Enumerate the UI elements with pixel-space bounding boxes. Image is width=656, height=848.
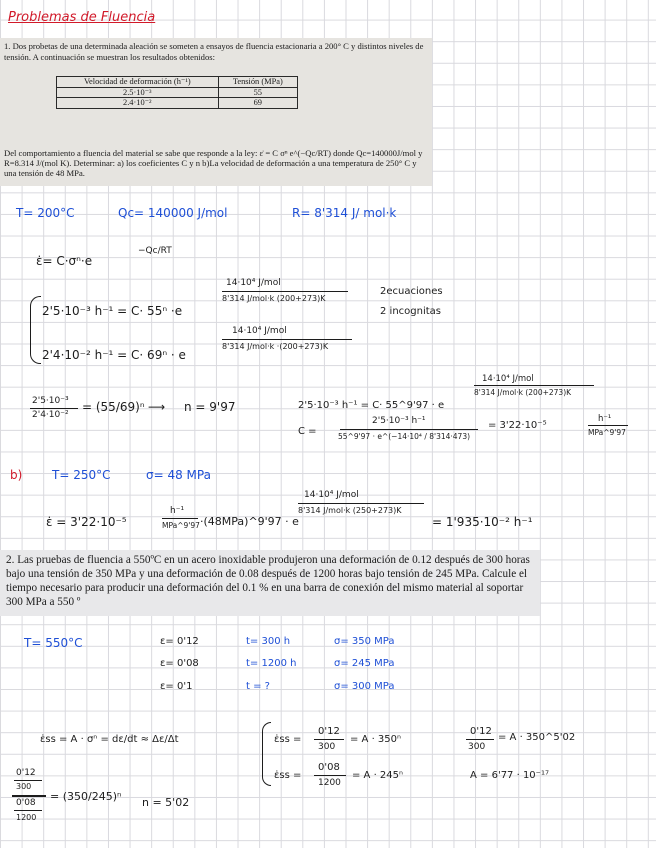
part-b-temperature: T= 250°C (52, 468, 111, 482)
ratio-rhs: = (55/69)ⁿ (82, 400, 145, 414)
fraction-line (474, 385, 594, 386)
equation-2-exp-num: 14·10⁴ J/mol (232, 326, 287, 336)
table-cell: 55 (218, 87, 297, 98)
s2-n-result: n = 5'02 (142, 796, 190, 809)
equation-1-exp-num: 14·10⁴ J/mol (226, 278, 281, 288)
note-equations: 2ecuaciones (380, 286, 443, 297)
s2-time-3: t = ? (246, 681, 270, 692)
c-fraction-den: 55^9'97 · e^(−14·10⁴ / 8'314·473) (338, 432, 471, 441)
c-equation-exp-den: 8'314 J/mol·k (200+273)K (474, 388, 572, 397)
problem-1-question: Del comportamiento a fluencia del material se sabe que responde a la ley: ε̇ = C σⁿ e^(−Qc/RT) donde Qc=140000J/mol y R=8.314 J/(mol K). Determinar: a) los coeficientes C y n b)La velocidad de deformación a una temperatura de 250° C y una tensión de 48 MPa. (4, 148, 423, 178)
equation-2: 2'4·10⁻² h⁻¹ = C· 69ⁿ · e (42, 348, 186, 362)
s2-temperature: T= 550°C (24, 636, 83, 650)
problem-1-statement (0, 38, 432, 186)
s2-eq2-left: ε̇ss = (274, 770, 302, 781)
s2-strain-1: ε= 0'12 (160, 636, 199, 647)
equation-2-exp-den: 8'314 J/mol·k ·(200+273)K (222, 342, 329, 351)
fraction-line (588, 425, 628, 426)
fraction-line (314, 739, 344, 740)
n-result: n = 9'97 (184, 400, 236, 414)
equation-1: 2'5·10⁻³ h⁻¹ = C· 55ⁿ ·e (42, 304, 183, 318)
table-row (57, 87, 298, 98)
s2-time-1: t= 300 h (246, 636, 291, 647)
s2-strain-3: ε= 0'1 (160, 681, 193, 692)
s2-system-brace (262, 722, 271, 786)
s2-a-num: 0'12 (470, 726, 492, 737)
given-temperature: T= 200°C (16, 206, 75, 220)
s2-stress-3: σ= 300 MPa (334, 681, 395, 692)
creep-law: ε̇= C·σⁿ·e (36, 254, 93, 268)
s2-strain-2: ε= 0'08 (160, 658, 199, 669)
given-activation-energy: Qc= 140000 J/mol (118, 206, 228, 220)
problem-2-statement (0, 550, 540, 616)
s2-eq2-right: = A · 245ⁿ (352, 770, 404, 781)
note-unknowns: 2 incognitas (380, 306, 441, 317)
problem-1-intro: 1. Dos probetas de una determinada aleación se someten a ensayos de fluencia estacionaria a 200° C y distintos niveles de tensión. A continuación se muestran los resultados obtenidos: (4, 41, 424, 62)
s2-ratio-bot-den: 1200 (16, 813, 37, 822)
s2-eq2-num: 0'08 (318, 762, 340, 773)
part-b-stress-term: ·(48MPa)^9'97 · e (200, 515, 299, 528)
s2-a-equation: = A · 350^5'02 (498, 732, 576, 743)
c-label: C = (298, 426, 317, 437)
fraction-line (222, 339, 352, 340)
c-units-num: h⁻¹ (598, 414, 612, 424)
s2-time-2: t= 1200 h (246, 658, 297, 669)
s2-eq2-den: 1200 (318, 778, 341, 788)
table-cell: 69 (218, 98, 297, 109)
s2-eq1-right: = A · 350ⁿ (350, 734, 402, 745)
fraction-line (340, 429, 478, 430)
s2-eq1-den: 300 (318, 742, 336, 752)
part-b-exp-num: 14·10⁴ J/mol (304, 490, 359, 500)
c-equation: 2'5·10⁻³ h⁻¹ = C· 55^9'97 · e (298, 400, 445, 411)
part-b-exp-den: 8'314 J/mol·k (250+273)K (298, 506, 402, 515)
fraction-line (298, 503, 424, 504)
c-result: = 3'22·10⁻⁵ (488, 420, 547, 431)
c-units-den: MPa^9'97 (588, 428, 626, 437)
part-b-label: b) (10, 468, 23, 482)
s2-ratio-top-num: 0'12 (16, 768, 36, 778)
part-b-result: = 1'935·10⁻² h⁻¹ (432, 515, 533, 529)
s2-creep-law: ε̇ss = A · σⁿ = dε/dt ≈ Δε/Δt (40, 734, 179, 745)
s2-eq1-left: ε̇ss = (274, 734, 302, 745)
table-cell: 2.4·10⁻² (57, 98, 219, 109)
part-b-equation: ε̇ = 3'22·10⁻⁵ (46, 515, 127, 529)
ratio-numerator: 2'5·10⁻³ (32, 396, 69, 406)
table-row (57, 98, 298, 109)
part-b-units-den: MPa^9'97 (162, 521, 200, 530)
s2-ratio-rhs: = (350/245)ⁿ (50, 790, 122, 803)
arrow: ⟶ (148, 400, 166, 414)
s2-stress-2: σ= 245 MPa (334, 658, 395, 669)
given-gas-constant: R= 8'314 J/ mol·k (292, 206, 397, 220)
s2-a-den: 300 (468, 742, 486, 752)
fraction-line (222, 291, 348, 292)
problem-2-text: 2. Las pruebas de fluencia a 550ºC en un acero inoxidable produjeron una deformación de 0.12 después de 300 horas bajo una tensión de 350 MPa y una deformación de 0.08 después de 1200 horas bajo tensión de 245 MPa. Calcule el tiempo necesario para producir una deformación del 0.1 % en una barra de conexión del mismo material al soportar 300 MPa a 550 º (6, 554, 530, 608)
fraction-line (162, 518, 198, 519)
part-b-stress: σ= 48 MPa (146, 468, 211, 482)
s2-ratio-bot-num: 0'08 (16, 798, 36, 808)
ratio-denominator: 2'4·10⁻² (32, 410, 69, 420)
equation-1-exp-den: 8'314 J/mol·k (200+273)K (222, 294, 326, 303)
table-header-stress: Tensión (MPa) (218, 77, 297, 88)
c-equation-exp-num: 14·10⁴ J/mol (482, 374, 534, 384)
c-fraction-num: 2'5·10⁻³ h⁻¹ (372, 416, 426, 426)
s2-ratio-top-den: 300 (16, 782, 32, 791)
fraction-line (314, 775, 346, 776)
s2-stress-1: σ= 350 MPa (334, 636, 395, 647)
creep-law-exponent: −Qc/RT (138, 246, 172, 256)
creep-data-table (56, 76, 298, 109)
fraction-line (14, 810, 42, 811)
system-brace (30, 296, 41, 364)
fraction-line (12, 795, 46, 797)
fraction-line (466, 739, 494, 740)
page-title: Problemas de Fluencia (8, 10, 156, 25)
part-b-units-num: h⁻¹ (170, 506, 185, 516)
s2-a-result: A = 6'77 · 10⁻¹⁷ (470, 770, 549, 781)
table-cell: 2.5·10⁻³ (57, 87, 219, 98)
s2-eq1-num: 0'12 (318, 726, 340, 737)
table-header-rate: Velocidad de deformación (h⁻¹) (57, 77, 219, 88)
